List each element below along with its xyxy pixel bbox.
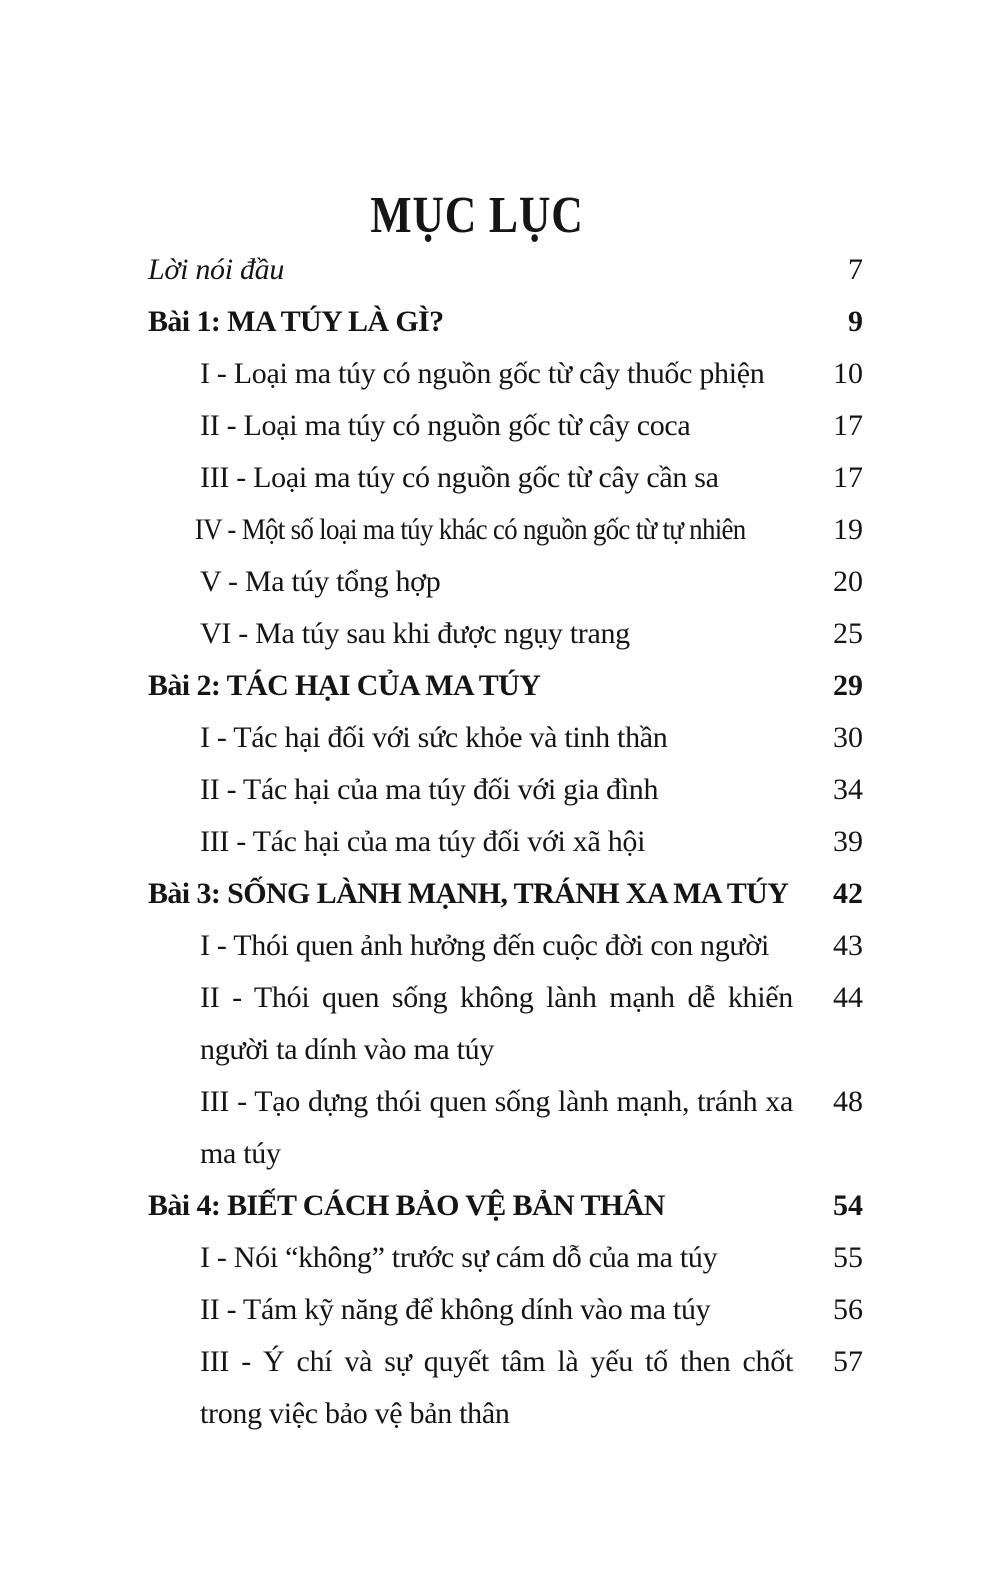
toc-entry — [148, 972, 863, 1076]
toc-entry — [148, 296, 863, 348]
toc-entry-text: I - Tác hại đối với sức khỏe và tinh thần — [200, 721, 668, 754]
toc-entry-text: I - Loại ma túy có nguồn gốc từ cây thuốc phiện — [200, 357, 765, 390]
toc-entry-page: 34 — [833, 773, 863, 806]
toc-entry-text: VI - Ma túy sau khi được ngụy trang — [200, 617, 630, 650]
toc-entry-page: 48 — [833, 1085, 863, 1118]
toc-entry-page: 9 — [848, 305, 863, 338]
toc-entry-page: 57 — [833, 1345, 863, 1378]
toc-entry-page: 29 — [833, 669, 863, 702]
toc-entry-text: II - Tám kỹ năng để không dính vào ma túy — [200, 1293, 711, 1326]
page-title-text: MỤC LỤC — [369, 187, 584, 244]
toc-entry — [148, 1180, 863, 1232]
toc-entry — [148, 712, 863, 764]
toc-entry-text: III - Tạo dựng thói quen sống lành mạnh, tránh xa ma túy — [200, 1085, 793, 1170]
toc-entry — [148, 244, 863, 296]
toc-entry-text: Bài 3: SỐNG LÀNH MẠNH, TRÁNH XA MA TÚY — [148, 877, 789, 910]
toc-entry-page: 30 — [833, 721, 863, 754]
toc-entry-page: 19 — [833, 513, 863, 546]
toc-entry — [148, 452, 863, 504]
toc-entry-page: 25 — [833, 617, 863, 650]
toc-entry — [148, 348, 863, 400]
toc-entry-text: Bài 2: TÁC HẠI CỦA MA TÚY — [148, 669, 541, 702]
toc-entry — [148, 920, 863, 972]
toc-entry-page: 54 — [833, 1189, 863, 1222]
toc-entry-text: Bài 4: BIẾT CÁCH BẢO VỆ BẢN THÂN — [148, 1189, 665, 1222]
toc-entry-page: 42 — [833, 877, 863, 910]
toc-entry-text: IV - Một số loại ma túy khác có nguồn gốc từ tự nhiên — [194, 513, 746, 546]
toc-entry-text: V - Ma túy tổng hợp — [200, 565, 441, 598]
toc-entry — [148, 504, 863, 556]
toc-entry-page: 55 — [833, 1241, 863, 1274]
toc-entry — [148, 1232, 863, 1284]
toc-entry — [148, 660, 863, 712]
toc-entry-text: Lời nói đầu — [148, 253, 285, 286]
toc-entry-page: 17 — [833, 409, 863, 442]
toc-entry-page: 39 — [833, 825, 863, 858]
toc-entry-page: 44 — [833, 981, 863, 1014]
toc-entry-page: 10 — [833, 357, 863, 390]
toc-entry-page: 20 — [833, 565, 863, 598]
toc-entry-page: 7 — [848, 253, 863, 286]
toc-entry-text: III - Loại ma túy có nguồn gốc từ cây cần sa — [200, 461, 719, 494]
toc-entry-text: I - Thói quen ảnh hưởng đến cuộc đời con người — [200, 929, 769, 962]
toc-entry-text: III - Tác hại của ma túy đối với xã hội — [200, 825, 646, 858]
toc-entry — [148, 1284, 863, 1336]
toc-entry-text: III - Ý chí và sự quyết tâm là yếu tố then chốt trong việc bảo vệ bản thân — [200, 1345, 793, 1430]
table-of-contents — [148, 244, 863, 1440]
toc-entry-text: Bài 1: MA TÚY LÀ GÌ? — [148, 305, 444, 338]
toc-entry — [148, 764, 863, 816]
toc-entry — [148, 556, 863, 608]
toc-entry-text: II - Thói quen sống không lành mạnh dễ khiến người ta dính vào ma túy — [200, 981, 793, 1066]
toc-entry — [148, 816, 863, 868]
toc-entry — [148, 1336, 863, 1440]
toc-entry-page: 56 — [833, 1293, 863, 1326]
toc-entry — [148, 608, 863, 660]
page-title — [148, 188, 805, 244]
toc-entry-page: 43 — [833, 929, 863, 962]
toc-entry-text: II - Tác hại của ma túy đối với gia đình — [200, 773, 659, 806]
toc-entry — [148, 868, 863, 920]
toc-entry-page: 17 — [833, 461, 863, 494]
toc-entry-text: II - Loại ma túy có nguồn gốc từ cây coca — [200, 409, 691, 442]
toc-entry — [148, 1076, 863, 1180]
toc-entry — [148, 400, 863, 452]
toc-entry-text: I - Nói “không” trước sự cám dỗ của ma túy — [200, 1241, 718, 1274]
